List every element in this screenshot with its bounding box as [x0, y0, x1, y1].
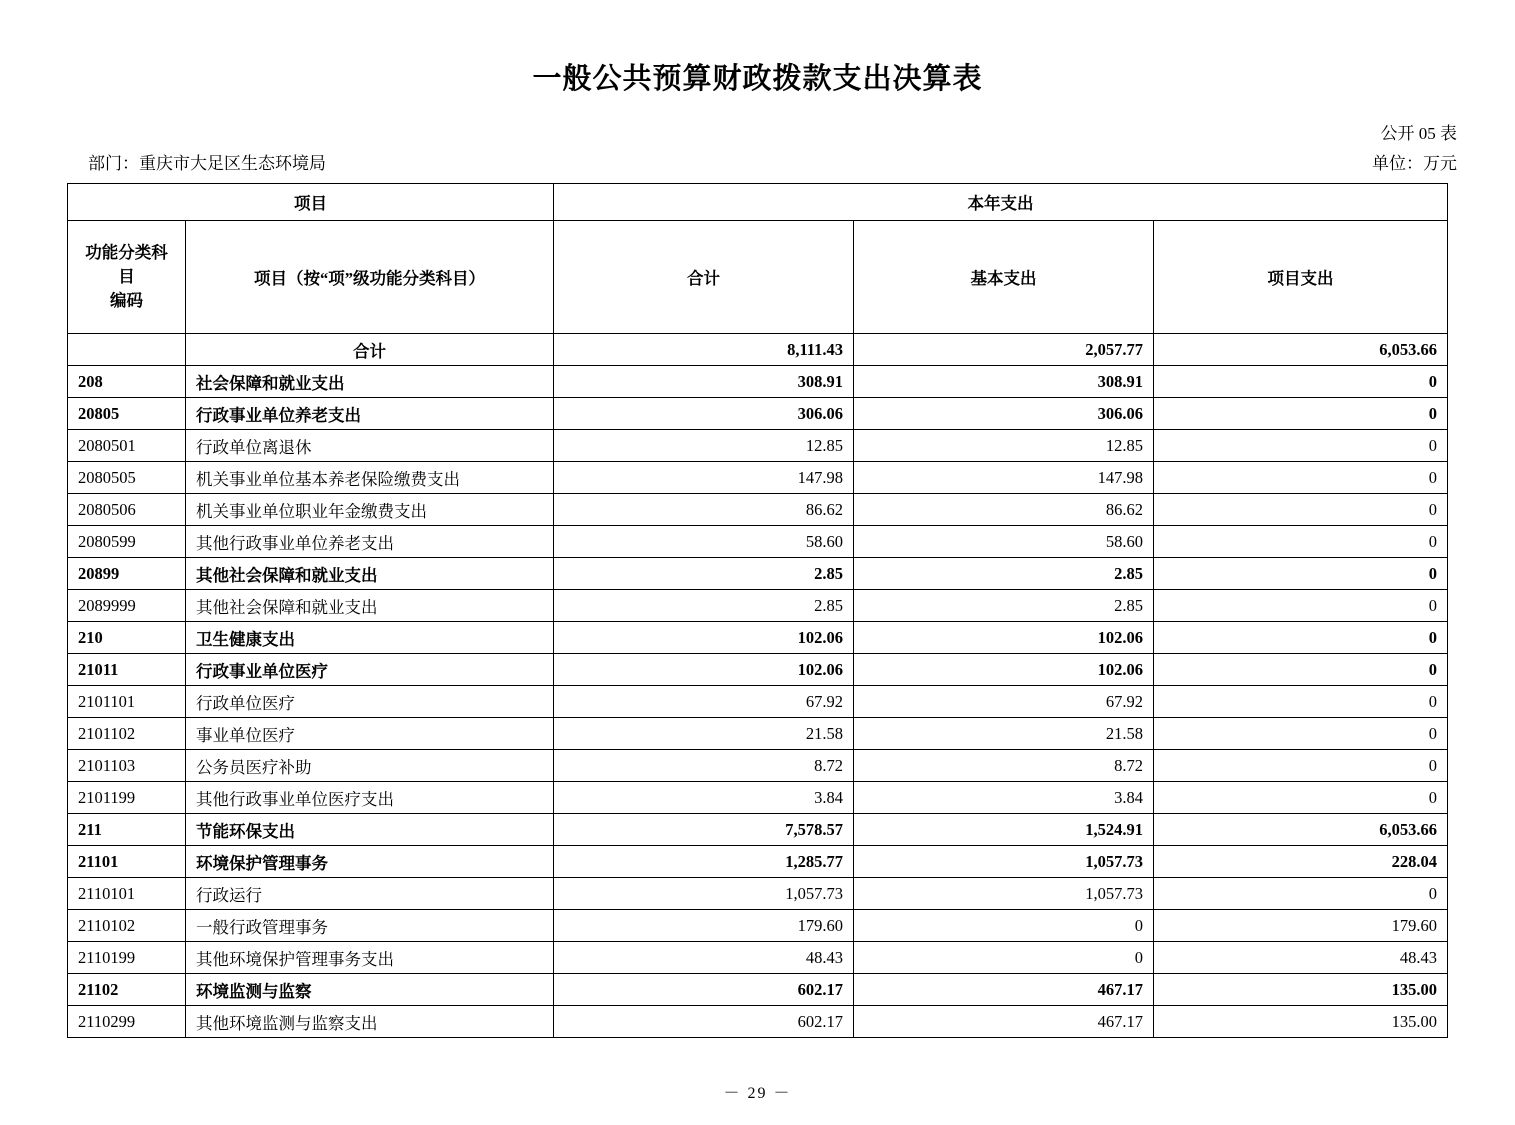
cell-code: 2089999: [68, 590, 186, 622]
page-footer: － 29 －: [723, 1085, 792, 1102]
meta-row: [0, 149, 1515, 173]
table-row: [68, 814, 1448, 846]
cell-project: 135.00: [1154, 974, 1448, 1006]
table-row: [68, 1006, 1448, 1038]
cell-code: 21102: [68, 974, 186, 1006]
cell-name: 其他社会保障和就业支出: [186, 558, 554, 590]
cell-name: 行政事业单位养老支出: [186, 398, 554, 430]
cell-total: 48.43: [554, 942, 854, 974]
header-col-code-line1: 功能分类科目: [85, 243, 168, 287]
cell-code: 20805: [68, 398, 186, 430]
cell-code: 210: [68, 622, 186, 654]
cell-total: 12.85: [554, 430, 854, 462]
cell-code: 2080501: [68, 430, 186, 462]
page-title: 一般公共预算财政拨款支出决算表: [532, 63, 983, 95]
cell-name: 机关事业单位基本养老保险缴费支出: [186, 462, 554, 494]
cell-basic: 1,524.91: [854, 814, 1154, 846]
cell-code: [68, 334, 186, 366]
document-page: [0, 56, 1515, 1125]
cell-name: 环境监测与监察: [186, 974, 554, 1006]
cell-basic: 58.60: [854, 526, 1154, 558]
cell-total: 308.91: [554, 366, 854, 398]
cell-project: 0: [1154, 366, 1448, 398]
table-row: [68, 494, 1448, 526]
table-row: [68, 622, 1448, 654]
cell-total: 21.58: [554, 718, 854, 750]
cell-total: 102.06: [554, 654, 854, 686]
cell-code: 211: [68, 814, 186, 846]
cell-name: 其他环境监测与监察支出: [186, 1006, 554, 1038]
cell-code: 21011: [68, 654, 186, 686]
cell-total: 102.06: [554, 622, 854, 654]
cell-project: 0: [1154, 750, 1448, 782]
cell-total: 67.92: [554, 686, 854, 718]
cell-total: 7,578.57: [554, 814, 854, 846]
cell-code: 2080506: [68, 494, 186, 526]
cell-project: 0: [1154, 558, 1448, 590]
form-number-row: [0, 119, 1515, 141]
cell-project: 0: [1154, 526, 1448, 558]
cell-name: 机关事业单位职业年金缴费支出: [186, 494, 554, 526]
cell-project: 0: [1154, 590, 1448, 622]
cell-project: 0: [1154, 430, 1448, 462]
cell-name: 节能环保支出: [186, 814, 554, 846]
cell-project: 0: [1154, 686, 1448, 718]
cell-project: 0: [1154, 718, 1448, 750]
cell-name: 其他环境保护管理事务支出: [186, 942, 554, 974]
table-body: [68, 334, 1448, 1038]
cell-project: 0: [1154, 878, 1448, 910]
cell-name: 行政单位医疗: [186, 686, 554, 718]
header-col-basic: 基本支出: [854, 221, 1154, 334]
table-row: [68, 750, 1448, 782]
cell-total: 2.85: [554, 558, 854, 590]
table-row: [68, 558, 1448, 590]
header-col-total: 合计: [554, 221, 854, 334]
table-header-group-row: [68, 184, 1448, 221]
cell-code: 2101103: [68, 750, 186, 782]
cell-total: 86.62: [554, 494, 854, 526]
cell-total: 3.84: [554, 782, 854, 814]
cell-code: 2101102: [68, 718, 186, 750]
header-col-project: 项目支出: [1154, 221, 1448, 334]
cell-total: 1,057.73: [554, 878, 854, 910]
cell-name: 行政单位离退休: [186, 430, 554, 462]
cell-name: 一般行政管理事务: [186, 910, 554, 942]
header-group-project: 项目: [68, 184, 554, 221]
table-header: [68, 184, 1448, 334]
cell-total: 8,111.43: [554, 334, 854, 366]
cell-project: 0: [1154, 398, 1448, 430]
cell-project: 0: [1154, 782, 1448, 814]
cell-name: 卫生健康支出: [186, 622, 554, 654]
table-row: [68, 910, 1448, 942]
table-row: [68, 878, 1448, 910]
table-row: [68, 334, 1448, 366]
cell-code: 2101101: [68, 686, 186, 718]
cell-code: 2101199: [68, 782, 186, 814]
table-row: [68, 846, 1448, 878]
unit-label: 单位：万元: [1372, 154, 1457, 173]
cell-basic: 102.06: [854, 622, 1154, 654]
header-col-name: 项目（按“项”级功能分类科目）: [186, 221, 554, 334]
cell-basic: 2,057.77: [854, 334, 1154, 366]
cell-basic: 147.98: [854, 462, 1154, 494]
cell-basic: 3.84: [854, 782, 1154, 814]
table-row: [68, 718, 1448, 750]
cell-name: 公务员医疗补助: [186, 750, 554, 782]
cell-project: 0: [1154, 622, 1448, 654]
cell-basic: 467.17: [854, 974, 1154, 1006]
cell-basic: 2.85: [854, 558, 1154, 590]
cell-project: 179.60: [1154, 910, 1448, 942]
cell-basic: 308.91: [854, 366, 1154, 398]
cell-name: 合计: [186, 334, 554, 366]
cell-project: 6,053.66: [1154, 334, 1448, 366]
form-number: 公开 05 表: [1380, 124, 1457, 143]
cell-code: 208: [68, 366, 186, 398]
cell-project: 135.00: [1154, 1006, 1448, 1038]
table-row: [68, 398, 1448, 430]
cell-code: 2110299: [68, 1006, 186, 1038]
cell-basic: 102.06: [854, 654, 1154, 686]
cell-total: 602.17: [554, 974, 854, 1006]
cell-code: 21101: [68, 846, 186, 878]
cell-code: 20899: [68, 558, 186, 590]
cell-name: 其他社会保障和就业支出: [186, 590, 554, 622]
cell-basic: 86.62: [854, 494, 1154, 526]
table-row: [68, 686, 1448, 718]
cell-basic: 67.92: [854, 686, 1154, 718]
cell-name: 行政事业单位医疗: [186, 654, 554, 686]
table-row: [68, 462, 1448, 494]
cell-project: 0: [1154, 462, 1448, 494]
cell-total: 8.72: [554, 750, 854, 782]
cell-code: 2080505: [68, 462, 186, 494]
cell-name: 行政运行: [186, 878, 554, 910]
cell-code: 2110101: [68, 878, 186, 910]
cell-name: 其他行政事业单位医疗支出: [186, 782, 554, 814]
cell-basic: 21.58: [854, 718, 1154, 750]
header-group-current-year: 本年支出: [554, 184, 1448, 221]
cell-total: 1,285.77: [554, 846, 854, 878]
cell-project: 6,053.66: [1154, 814, 1448, 846]
table-row: [68, 366, 1448, 398]
table-row: [68, 974, 1448, 1006]
table-row: [68, 590, 1448, 622]
cell-total: 58.60: [554, 526, 854, 558]
cell-total: 179.60: [554, 910, 854, 942]
table-row: [68, 942, 1448, 974]
budget-table: [67, 183, 1448, 1038]
table-header-column-row: [68, 221, 1448, 334]
header-col-code-line2: 编码: [110, 290, 143, 310]
cell-code: 2080599: [68, 526, 186, 558]
cell-code: 2110102: [68, 910, 186, 942]
cell-project: 48.43: [1154, 942, 1448, 974]
table-row: [68, 782, 1448, 814]
cell-basic: 467.17: [854, 1006, 1154, 1038]
cell-code: 2110199: [68, 942, 186, 974]
cell-basic: 0: [854, 910, 1154, 942]
cell-name: 事业单位医疗: [186, 718, 554, 750]
cell-total: 147.98: [554, 462, 854, 494]
cell-project: 0: [1154, 654, 1448, 686]
cell-basic: 1,057.73: [854, 846, 1154, 878]
table-row: [68, 430, 1448, 462]
cell-project: 228.04: [1154, 846, 1448, 878]
table-row: [68, 654, 1448, 686]
cell-basic: 2.85: [854, 590, 1154, 622]
cell-basic: 0: [854, 942, 1154, 974]
cell-name: 环境保护管理事务: [186, 846, 554, 878]
cell-basic: 12.85: [854, 430, 1154, 462]
department-label: 部门：重庆市大足区生态环境局: [88, 154, 326, 173]
cell-total: 306.06: [554, 398, 854, 430]
table-row: [68, 526, 1448, 558]
cell-name: 其他行政事业单位养老支出: [186, 526, 554, 558]
cell-total: 2.85: [554, 590, 854, 622]
cell-total: 602.17: [554, 1006, 854, 1038]
cell-basic: 8.72: [854, 750, 1154, 782]
cell-basic: 1,057.73: [854, 878, 1154, 910]
header-col-code: [68, 221, 186, 334]
cell-basic: 306.06: [854, 398, 1154, 430]
cell-project: 0: [1154, 494, 1448, 526]
cell-name: 社会保障和就业支出: [186, 366, 554, 398]
